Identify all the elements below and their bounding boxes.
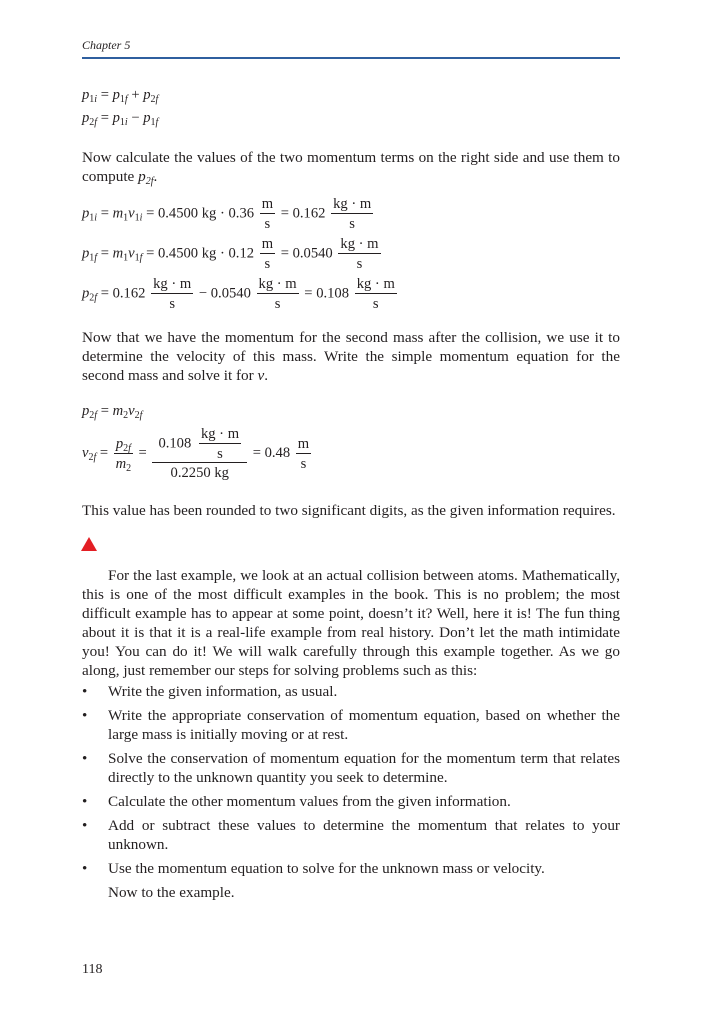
bullet-icon: •: [82, 860, 88, 877]
p1f-mass: 0.4500 kg: [157, 245, 217, 262]
p1i-result: 0.162: [292, 205, 326, 222]
p1i-velocity: 0.36: [228, 205, 255, 222]
p1i-v-unit-num: m: [261, 196, 274, 212]
chapter-header: Chapter 5: [82, 38, 131, 52]
p1i-unit-num: kg · m: [333, 196, 372, 212]
paragraph-calculate: Now calculate the values of the two momentum terms on the right side and use them to compute $p_{2f}$.: [82, 149, 620, 187]
equation-velocity-v2f: $v_{2f}$ = $\frac{p_{2f}}{m_2}$ = 0.108 $\frac{kg \cdot m}{s}$ 0.2250 kg = 0.48 $\frac{m}{s}$: [82, 426, 310, 481]
p1i-unit-den: s: [349, 216, 355, 232]
p2f-result-unit-num: kg · m: [356, 276, 395, 292]
v2f-result: 0.48: [264, 445, 291, 461]
p2f-a-unit-den: s: [169, 296, 175, 312]
bullet-icon: •: [82, 793, 88, 810]
step-item: Solve the conservation of momentum equation for the momentum term that relates directly to the unknown quantity you seek to determine.: [108, 750, 620, 786]
closing-line: Now to the example.: [108, 884, 235, 901]
p2f-result: 0.108: [316, 285, 350, 302]
equation-p1f-calc: $p_{1f} = m_1v_{1f} = 0.4500$ kg · 0.12 $\frac{m}{s}$ = 0.0540 $\frac{kg \cdot m}{s}$: [82, 236, 379, 272]
p1f-velocity: 0.12: [228, 245, 255, 262]
header-rule: [82, 57, 620, 59]
step-item: Use the momentum equation to solve for the unknown mass or velocity.: [108, 860, 545, 877]
p2f-a-unit-num: kg · m: [153, 276, 192, 292]
step-item: Write the appropriate conservation of momentum equation, based on whether the large mass is initially moving or at rest.: [108, 707, 620, 743]
p1i-mass: 0.4500 kg: [157, 205, 217, 222]
p1f-v-unit-den: s: [264, 256, 271, 272]
equation-p2f-solved: $p_{2f} = p_{1i} - p_{1f}$: [82, 110, 159, 128]
page-number: 118: [82, 962, 103, 977]
equation-p2f-calc: $p_{2f} = 0.162$ $\frac{kg \cdot m}{s}$ − 0.0540 $\frac{kg \cdot m}{s}$ = 0.108 $\frac{kg \cdot m}{s}$: [82, 276, 395, 312]
p2f-term-a: 0.162: [112, 285, 146, 302]
p1f-unit-num: kg · m: [340, 236, 379, 252]
bullet-icon: •: [82, 683, 88, 700]
p2f-b-unit-num: kg · m: [258, 276, 297, 292]
equation-momentum-m2: $p_{2f} = m_2v_{2f}$: [82, 403, 143, 421]
equation-conservation: $p_{1i} = p_{1f} + p_{2f}$: [82, 87, 159, 105]
paragraph-rounding: This value has been rounded to two significant digits, as the given information requires.: [82, 502, 616, 519]
paragraph-last-example: For the last example, we look at an actual collision between atoms. Mathematically, this is one of the most difficult examples in the book. This is no problem; the most difficult example has to appear at some point, doesn’t it? Well, here it is! The fun thing about it is that it is a real-life example from real history. Don’t let the math intimidate you! You can do it! We will walk carefully through this example together. As we go along, just remember our steps for solving problems such as this:: [82, 567, 620, 679]
v2f-den-value: 0.2250 kg: [170, 465, 229, 481]
p2f-result-unit-den: s: [372, 296, 379, 312]
v2f-unit-den: s: [300, 455, 307, 472]
p2f-term-b: 0.0540: [210, 285, 251, 302]
bullet-icon: •: [82, 817, 88, 834]
p1f-result: 0.0540: [292, 245, 333, 262]
step-item: Write the given information, as usual.: [108, 683, 338, 700]
equation-p1i-calc: $p_{1i} = m_1v_{1i} = 0.4500$ kg · 0.36 $\frac{m}{s}$ = 0.162 $\frac{kg \cdot m}{s}$: [82, 196, 372, 232]
step-item: Add or subtract these values to determine the momentum that relates to your unknown.: [108, 817, 620, 853]
bullet-icon: •: [82, 707, 88, 724]
paragraph-determine-velocity: Now that we have the momentum for the second mass after the collision, we use it to determine the velocity of this mass. Write the simple momentum equation for the second mass and solve it for v.: [82, 329, 620, 384]
step-item: Calculate the other momentum values from the given information.: [108, 793, 511, 810]
warning-triangle-icon: [81, 537, 97, 551]
bullet-icon: •: [82, 750, 88, 767]
v2f-num-unit-den: s: [217, 446, 223, 462]
p1f-v-unit-num: m: [261, 236, 274, 252]
v2f-unit-num: m: [297, 435, 310, 452]
p2f-b-unit-den: s: [274, 296, 281, 312]
p1f-unit-den: s: [356, 256, 363, 272]
v2f-num-value: 0.108: [158, 435, 192, 452]
p1i-v-unit-den: s: [264, 216, 271, 232]
v2f-num-unit-num: kg · m: [200, 426, 240, 442]
